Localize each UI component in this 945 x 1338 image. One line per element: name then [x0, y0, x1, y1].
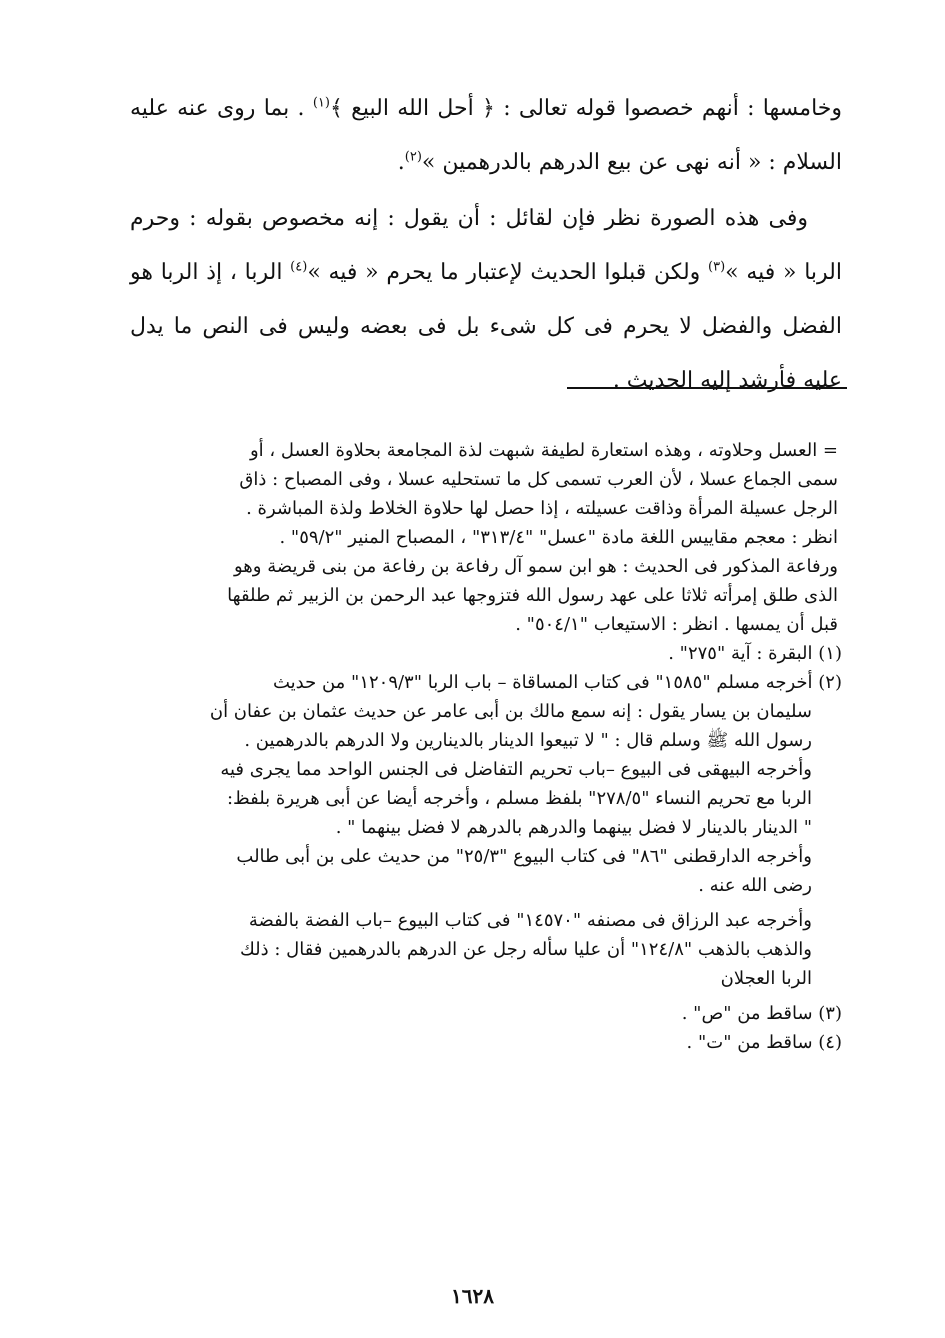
paragraph-1: [130, 82, 842, 190]
footnote-ref-3: (٣): [708, 259, 726, 275]
page-number: ١٦٢٨: [451, 1284, 494, 1308]
footnote-line: انظر : معجم مقاييس اللغة مادة "عسل" "٣١٣/٤" ، المصباح المنير "٥٩/٢" .: [279, 527, 838, 548]
main-text: [130, 82, 842, 408]
footnote-line: (٣) ساقط من "ص" .: [681, 1003, 842, 1024]
footnote-continuation: [130, 436, 842, 639]
footnote-line: والذهب بالذهب "١٢٤/٨" أن عليا سأله رجل عن الدرهم بالدرهمين فقال : ذلك: [239, 939, 812, 960]
footnote-line: سمى الجماع عسلا ، لأن العرب تسمى كل ما تستحليه عسلا ، وفى المصباح : ذاق: [239, 469, 838, 490]
footnote-3: [130, 999, 842, 1028]
footnote-1: [130, 639, 842, 668]
footnote-ref-4: (٤): [290, 259, 308, 275]
footnote-2-daraqutni: [130, 842, 842, 900]
footnote-line: سليمان بن يسار يقول : إنه سمع مالك بن أبى عامر عن حديث عثمان بن عفان أن: [209, 701, 812, 722]
footnote-2-abdulrazzaq: [130, 906, 842, 993]
footnote-line: = العسل وحلاوته ، وهذه استعارة لطيفة شبهت لذة المجامعة بحلاوة العسل ، أو: [249, 440, 838, 461]
para1-line2-end: .: [397, 150, 405, 175]
para2-part-a: وفى هذه الصورة نظر فإن لقائل : أن يقول : إنه مخصوص بقوله : وحرم الربا « فيه »: [130, 206, 842, 285]
footnote-ref-2: (٢): [404, 149, 422, 165]
para2-part-c: الربا ، إذ الربا هو الفضل والفضل لا يحرم فى كل شىء بل فى بعضه وليس فى النص ما يدل عليه فأرشد إليه الحديث .: [130, 260, 842, 393]
footnote-4: [130, 1028, 842, 1057]
footnote-line: ورفاعة المذكور فى الحديث : هو ابن سمو آل رفاعة بن رفاعة من بنى قريضة وهو: [233, 556, 838, 577]
footnote-line: الربا مع تحريم النساء "٢٧٨/٥" بلفظ مسلم ، وأخرجه أيضا عن أبى هريرة بلفظ:: [226, 788, 812, 809]
footnotes: [130, 436, 842, 1057]
footnote-line: وأخرجه الدارقطنى "٨٦" فى كتاب البيوع "٢٥/٣" من حديث على بن أبى طالب: [236, 846, 812, 867]
footnote-2: [130, 668, 842, 842]
footnote-line: وأخرجه عبد الرزاق فى مصنفه "١٤٥٧٠" فى كتاب البيوع –باب الفضة بالفضة: [248, 910, 812, 931]
footnote-line: قبل أن يمسها . انظر : الاستيعاب "٥٠٤/١" .: [515, 614, 838, 635]
footnote-line: (٤) ساقط من "ت" .: [686, 1032, 842, 1053]
para1-line1: وخامسها : أنهم خصصوا قوله تعالى : ﴿ أحل الله البيع ﴾: [329, 96, 842, 121]
footnote-line: الذى طلق إمرأته ثلاثا على عهد رسول الله فتزوجها عبد الرحمن بن الزبير ثم طلقها: [227, 585, 838, 606]
para1-line1-end: . بما روى عنه: [177, 96, 313, 121]
footnote-line: (٢) أخرجه مسلم "١٥٨٥" فى كتاب المساقاة – باب الربا "١٢٠٩/٣" من حديث: [272, 672, 842, 693]
footnote-ref-1: (١): [312, 95, 330, 111]
footnote-line: وأخرجه البيهقى فى البيوع –باب تحريم التفاضل فى الجنس الواحد مما يجرى فيه: [220, 759, 812, 780]
footnote-line: رسول الله ﷺ وسلم قال : " لا تبيعوا الدينار بالدينارين ولا الدرهم بالدرهمين .: [244, 730, 812, 751]
footnote-line: الرجل عسيلة المرأة وذاقت عسيلته ، إذا حصل لها حلاوة الخلاط ولذة المباشرة .: [246, 498, 838, 519]
footnote-line: رضى الله عنه .: [698, 875, 812, 896]
footnote-line: " الدينار بالدينار لا فضل بينهما والدرهم بالدرهم لا فضل بينهما " .: [335, 817, 812, 838]
footnote-line: (١) البقرة : آية "٢٧٥" .: [668, 643, 842, 664]
para1-line2: عليه السلام : « أنه نهى عن بيع الدرهم بالدرهمين »: [130, 96, 842, 175]
para2-part-b: ولكن قبلوا الحديث لإعتبار ما يحرم « فيه »: [307, 260, 709, 285]
paragraph-2: [130, 192, 842, 408]
footnote-divider: [567, 387, 847, 389]
footnote-line: الربا العجلان: [720, 968, 812, 989]
